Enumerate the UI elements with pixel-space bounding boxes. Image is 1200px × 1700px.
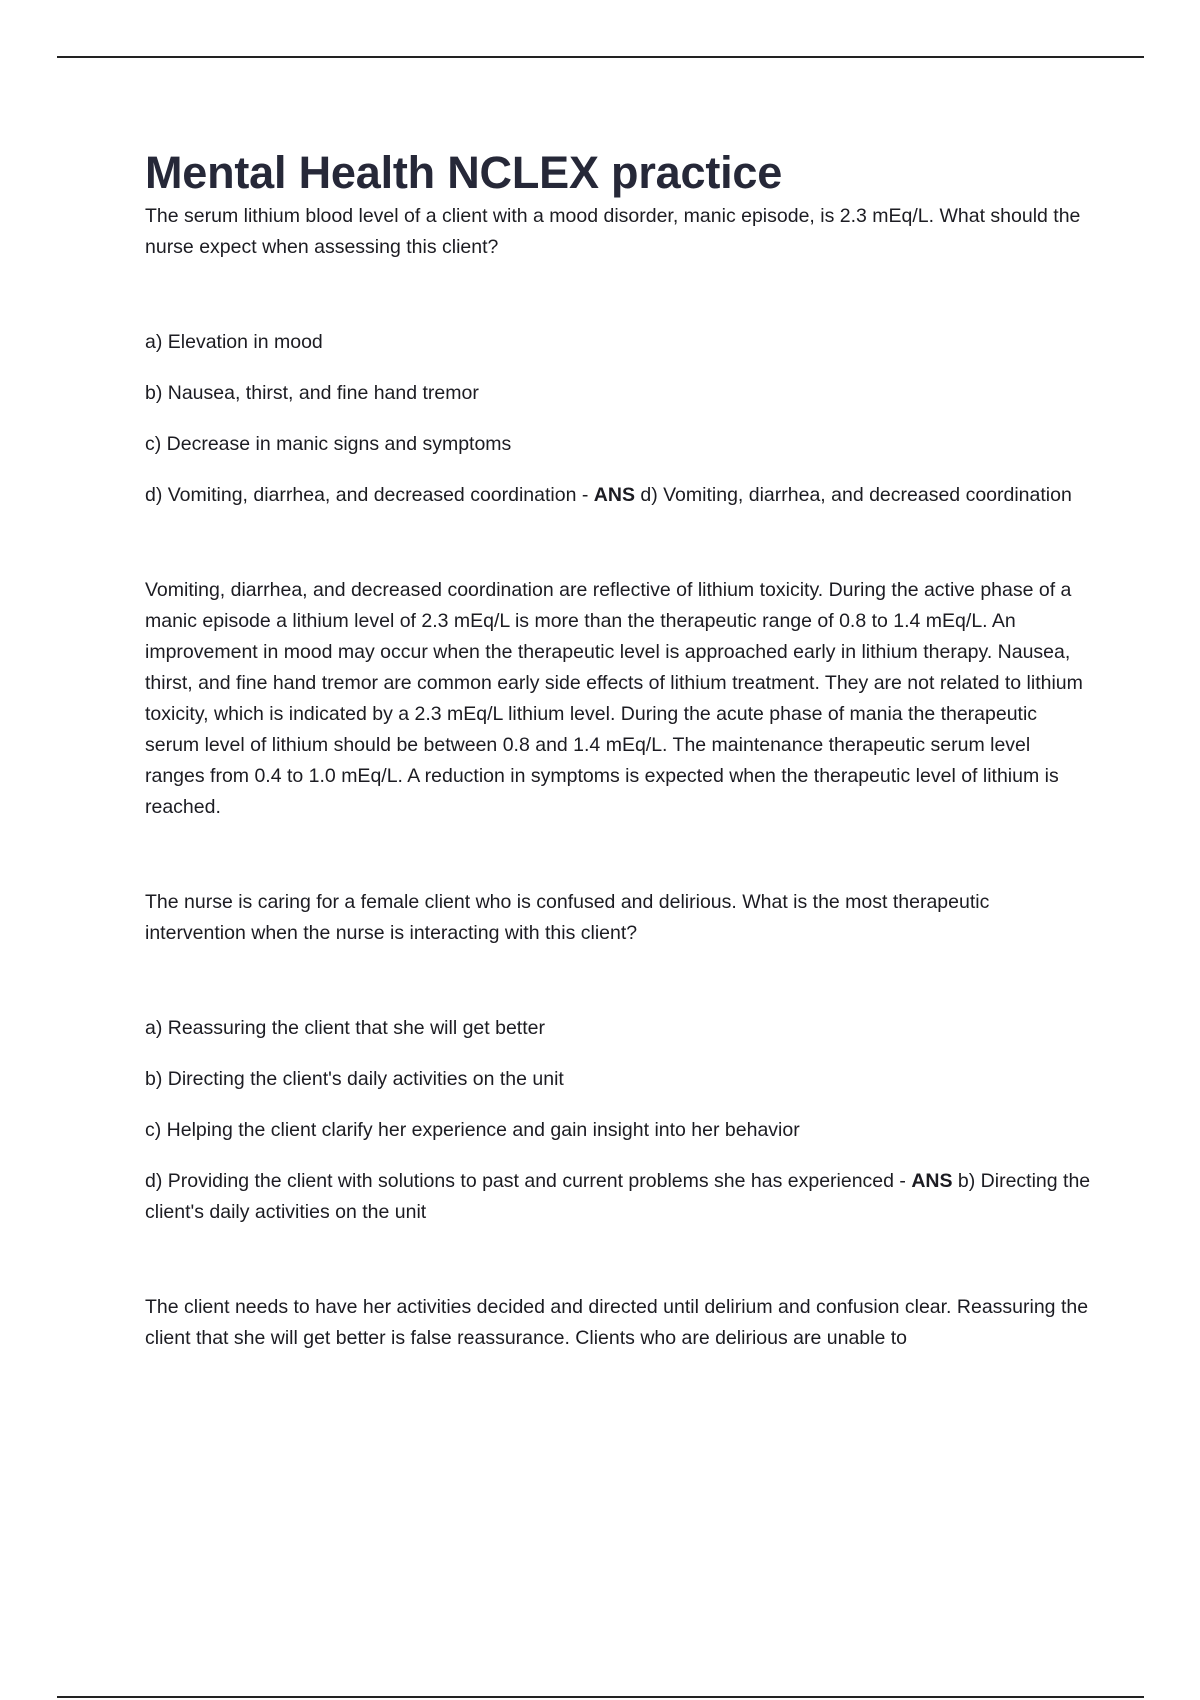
- question-1-option-a: a) Elevation in mood: [145, 331, 323, 353]
- question-2-answer: b) Directing the client's daily activities on the unit: [145, 1170, 1091, 1223]
- question-1-stem: The serum lithium blood level of a client with a mood disorder, manic episode, is 2.3 mEq/L. What should the nurse expect when assessing this client?: [145, 205, 1081, 258]
- page-title: Mental Health NCLEX practice: [145, 147, 783, 198]
- question-2-stem: The nurse is caring for a female client who is confused and delirious. What is the most therapeutic intervention when the nurse is interacting with this client?: [145, 891, 990, 944]
- page-content: [145, 138, 1095, 1354]
- question-2-option-d: [145, 1166, 1095, 1228]
- question-1-option-d-text: d) Vomiting, diarrhea, and decreased coordination -: [145, 484, 594, 506]
- question-2-ans-label: ANS: [911, 1170, 953, 1192]
- question-1-option-b: b) Nausea, thirst, and fine hand tremor: [145, 382, 479, 404]
- question-1-option-d: [145, 480, 1095, 511]
- question-2-option-d-text: d) Providing the client with solutions to past and current problems she has experienced -: [145, 1170, 912, 1192]
- question-2-option-c: c) Helping the client clarify her experience and gain insight into her behavior: [145, 1119, 800, 1141]
- bottom-rule: [57, 1696, 1144, 1698]
- question-1-ans-label: ANS: [593, 484, 635, 506]
- question-2-rationale: The client needs to have her activities decided and directed until delirium and confusion clear. Reassuring the client that she will get better is false reassurance. Clients who are delirious are unable to: [145, 1296, 1089, 1349]
- question-1-rationale: Vomiting, diarrhea, and decreased coordination are reflective of lithium toxicity. During the active phase of a manic episode a lithium level of 2.3 mEq/L is more than the therapeutic range of 0.8 to 1.4 mEq/L. An improvement in mood may occur when the therapeutic level is approached early in lithium therapy. Nausea, thirst, and fine hand tremor are common early side effects of lithium treatment. They are not related to lithium toxicity, which is indicated by a 2.3 mEq/L lithium level. During the acute phase of mania the therapeutic serum level of lithium should be between 0.8 and 1.4 mEq/L. The maintenance therapeutic serum level ranges from 0.4 to 1.0 mEq/L. A reduction in symptoms is expected when the therapeutic level of lithium is reached.: [145, 579, 1083, 818]
- question-2-option-a: a) Reassuring the client that she will get better: [145, 1017, 545, 1039]
- question-2-option-b: b) Directing the client's daily activities on the unit: [145, 1068, 564, 1090]
- question-1-option-c: c) Decrease in manic signs and symptoms: [145, 433, 512, 455]
- top-rule: [57, 56, 1144, 58]
- question-1-answer: d) Vomiting, diarrhea, and decreased coordination: [634, 484, 1072, 506]
